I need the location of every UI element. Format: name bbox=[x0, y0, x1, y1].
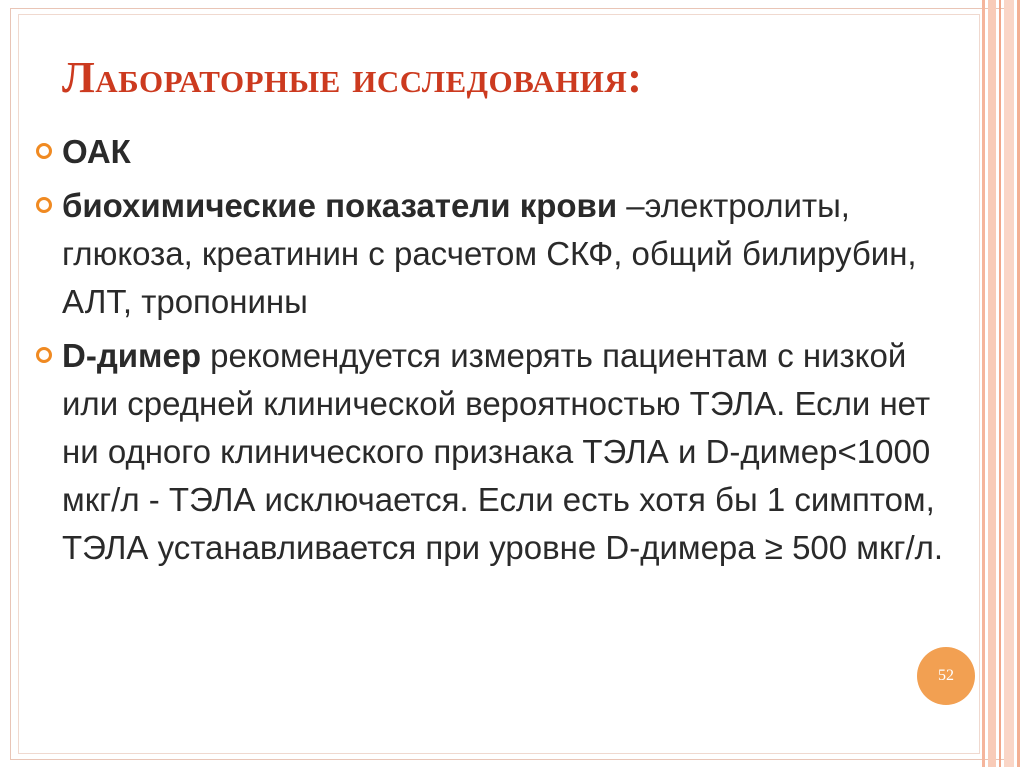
stripe bbox=[1017, 0, 1020, 767]
item-bold-text: D-димер bbox=[62, 337, 201, 374]
bullet-list bbox=[36, 128, 966, 578]
slide-title: Лабораторные исследования: bbox=[62, 53, 643, 102]
item-bold-text: биохимические показатели крови bbox=[62, 187, 618, 224]
item-text: –электролиты, глюкоза, креатинин с расчетом СКФ, общий билирубин, АЛТ, тропонины bbox=[62, 187, 917, 320]
item-bold-text: ОАК bbox=[62, 133, 131, 170]
decorative-stripes bbox=[980, 0, 1024, 767]
list-item bbox=[36, 182, 966, 326]
stripe bbox=[1004, 0, 1014, 767]
bullet-circle-icon bbox=[36, 347, 52, 363]
list-item bbox=[36, 128, 966, 176]
list-item bbox=[36, 332, 966, 572]
stripe bbox=[999, 0, 1001, 767]
stripe bbox=[982, 0, 985, 767]
bullet-circle-icon bbox=[36, 143, 52, 159]
stripe bbox=[988, 0, 996, 767]
bullet-circle-icon bbox=[36, 197, 52, 213]
page-number-badge: 52 bbox=[917, 647, 975, 705]
item-text: рекомендуется измерять пациентам с низкой или средней клинической вероятностью ТЭЛА. Если нет ни одного клинического признака ТЭЛА и D-димер<1000 мкг/л - ТЭЛА исключается. Если есть хотя бы 1 симптом, ТЭЛА устанавливается при уровне D-димера ≥ 500 мкг/л. bbox=[62, 337, 944, 566]
